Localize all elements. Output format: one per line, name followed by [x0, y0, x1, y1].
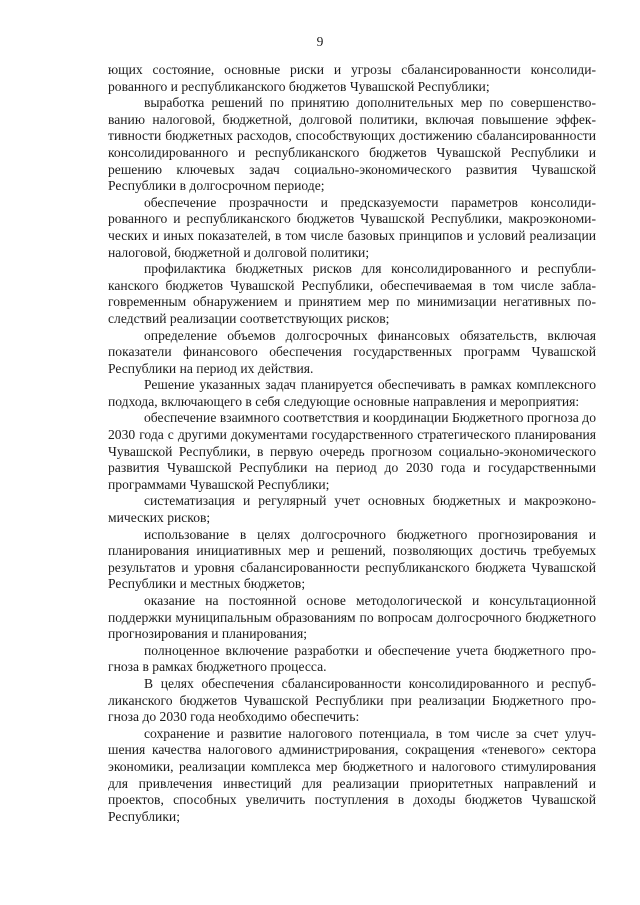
paragraph-continuation: ющих состояние, основные риски и угрозы сбалансированности консолидированного и республиканского бюджетов Чувашской Республики; [108, 62, 596, 94]
paragraph: В целях обеспечения сбалансированности консолидированного и республиканского бюджетов Чувашской Республики при реализации Бюджетного прогноза до 2030 года необходимо обеспечить: [108, 675, 596, 725]
paragraph: сохранение и развитие налогового потенциала, в том числе за счет улучшения качества налогового администрирования, сокращения «теневого» сектора экономики, реализации комплекса мер бюджетного и налогового стимулирования для привлечения инвестиций для реализации приоритетных направлений и проектов, способных увеличить поступления в доходы бюджетов Чувашской Республики; [108, 725, 596, 824]
paragraph: обеспечение прозрачности и предсказуемости параметров консолидированного и республиканского бюджетов Чувашской Республики, макроэкономических и иных показателей, в том числе базовых принципов и условий реализации налоговой, бюджетной и долговой политики; [108, 194, 596, 260]
paragraph: выработка решений по принятию дополнительных мер по совершенствованию налоговой, бюджетной, долговой политики, включая повышение эффективности бюджетных расходов, способствующих достижению сбалансированности консолидированного и республиканского бюджетов Чувашской Республики и решению ключевых задач социально-экономического развития Чувашской Республики в долгосрочном периоде; [108, 95, 596, 194]
paragraph: использование в целях долгосрочного бюджетного прогнозирования и планирования инициативных мер и решений, позволяющих достичь требуемых результатов и уровня сбалансированности республиканского бюджета Чувашской Республики и местных бюджетов; [108, 526, 596, 592]
paragraph: определение объемов долгосрочных финансовых обязательств, включая показатели финансового обеспечения государственных программ Чувашской Республики на период их действия. [108, 327, 596, 376]
paragraph: полноценное включение разработки и обеспечение учета бюджетного прогноза в рамках бюджетного процесса. [108, 642, 596, 675]
paragraph: Решение указанных задач планируется обеспечивать в рамках комплексного подхода, включающего в себя следующие основные направления и мероприятия: [108, 377, 596, 409]
page-number: 9 [316, 34, 324, 49]
document-body [108, 62, 596, 825]
paragraph: оказание на постоянной основе методологической и консультационной поддержки муниципальным образованиям по вопросам долгосрочного бюджетного прогнозирования и планирования; [108, 593, 596, 642]
paragraph: профилактика бюджетных рисков для консолидированного и республиканского бюджетов Чувашской Республики, обеспечиваемая в том числе заблаговременным обнаружением и принятием мер по минимизации негативных последствий реализации соответствующих рисков; [108, 261, 596, 326]
paragraph: систематизация и регулярный учет основных бюджетных и макроэкономических рисков; [108, 493, 596, 526]
paragraph: обеспечение взаимного соответствия и координации Бюджетного прогноза до 2030 года с другими документами государственного стратегического планирования Чувашской Республики, в первую очередь прогнозом социально-экономического развития Чувашской Республики на период до 2030 года и государственными программами Чувашской Республики; [108, 410, 596, 492]
